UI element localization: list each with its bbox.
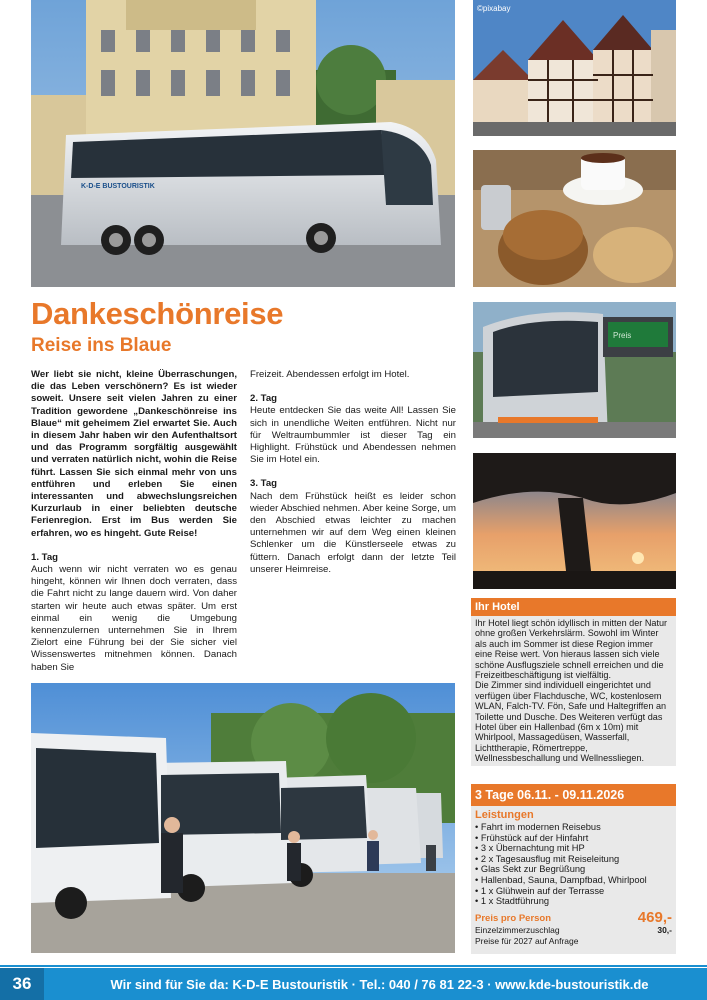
article-title: Dankeschönreise [31,296,284,331]
footer-contact-text: Wir sind für Sie da: K-D-E Bustouristik · Tel.: 040 / 76 81 22-3 · www.kde-bustouristik.de [110,976,649,992]
price-value: 469,- [637,908,672,926]
trip-info-box [471,784,676,954]
photo-bus-fleet [31,683,455,953]
text-column-right [250,369,456,576]
photo-bus-stop [473,302,676,438]
trip-dates-heading: 3 Tage 06.11. - 09.11.2026 [471,784,676,806]
hotel-heading: Ihr Hotel [471,598,676,616]
hotel-text-location: Ihr Hotel liegt schön idyllisch in mitten der Natur ohne großen Verkehrslärm. Sowohl im Winter als auch im Sommer ist diese Region immer eine Reise wert. Von hieraus lassen sich viele schöne Ausflugsziele schnell erreichen und die Freizeitbeschäftigung ist vielfältig. [475,618,668,681]
list-item: • 1 x Stadtführung [475,896,672,907]
day1-text-continued: Freizeit. Abendessen erfolgt im Hotel. [250,369,410,380]
bus-brand-lettering: K-D-E BUSTOURISTIK [81,183,155,190]
page-number: 36 [0,968,44,1000]
footer-divider [0,965,707,967]
day1-heading: 1. Tag [31,551,59,563]
photo-credit: ©pixabay [477,4,511,13]
bus-display-lettering: Preis [613,331,632,340]
list-item: • 3 x Übernachtung mit HP [475,843,672,854]
price-note: Preise für 2027 auf Anfrage [475,935,579,946]
text-column-left [31,369,237,674]
single-supplement-row [475,925,672,936]
day3-text: Nach dem Frühstück heißt es leider schon wieder Abschied nehmen. Aber keine Sorge, um den Abschied etwas leichter zu machen unternehmen wir auf dem Weg einen kleinen Schlenker um die Künstlerseele etwas zu füttern. Danach erfolgt dann der letzte Teil unserer Heimreise. [250,490,456,575]
photo-tree-sunset [473,453,676,589]
single-supplement-value: 30,- [657,924,672,935]
list-item: • 2 x Tagesausflug mit Reiseleitung [475,854,672,865]
list-item: • Hallenbad, Sauna, Dampfbad, Whirlpool [475,875,672,886]
list-item: • Glas Sekt zur Begrüßung [475,864,672,875]
price-row [475,908,672,926]
price-label: Preis pro Person [475,912,552,924]
photo-bus-castle [31,0,455,287]
intro-paragraph: Wer liebt sie nicht, kleine Überraschungen, die das Leben verschönern? Es ist wieder soweit. Unsere seit vielen Jahren zu einer Tradition gewordene „Dankeschönreise ins Blaue“ mit geheimem Ziel erwartet Sie. Auch in diesem Jahr haben wir den Aufenthaltsort und das Programm sorgfältig ausgewählt und verraten natürlich nicht, wohin die Reise führt. Lassen Sie sich einmal mehr von uns entführen und erleben Sie einen interessanten und abwechslungsreichen Kurzurlaub in einer beliebten deutsche Ferienregion. Erst im Bus werden Sie erfahren, wo es hingeht. Gute Reise! [31,369,237,539]
list-item: • 1 x Glühwein auf der Terrasse [475,886,672,897]
day2-text: Heute entdecken Sie das weite All! Lassen Sie sich in unendliche Weiten entführen. Nicht nur für Weltraumbummler ist dieser Tag ein Highlight. Frühstück und Abendessen nehmen Sie im Hotel ein. [250,405,456,466]
day1-text: Auch wenn wir nicht verraten wo es genau hingeht, können wir Ihnen doch verraten, dass die Fahrt nicht zu lange dauern wird. Von daher starten wir heute auch etwas später. Um erst einmal ein wenig die Umgebung kennenzulernen unternehmen Sie in Ihrem Zielort eine Führung bei der Sie sicher viel Wissenswertes mitnehmen können. Danach haben Sie [31,564,237,673]
article-subtitle: Reise ins Blaue [31,335,172,356]
photo-coffee-muffin [473,150,676,287]
photo-timber-houses [473,0,676,136]
leistungen-list [471,822,676,907]
day3-heading: 3. Tag [250,478,278,490]
list-item: • Fahrt im modernen Reisebus [475,822,672,833]
hotel-info-box [471,598,676,766]
day2-heading: 2. Tag [250,393,278,405]
leistungen-heading: Leistungen [475,809,534,821]
single-supplement-label: Einzelzimmerzuschlag [475,924,560,935]
list-item: • Frühstück auf der Hinfahrt [475,833,672,844]
page-footer [0,968,707,1000]
hotel-text-rooms: Die Zimmer sind individuell eingerichtet und verfügen über Flachdusche, WC, kostenlosem WLAN, Falch-TV. Fön, Safe und Haltegriffen an Toilette und Dusche. Des Weiteren verfügt das Hotel über ein Hallenbad (6m x 10m) mit Whirlpool, Massagedüsen, Wasserfall, Lichttherapie, Römertreppe, Wellnessbeschallung und Wellnessliegen. [475,680,667,764]
